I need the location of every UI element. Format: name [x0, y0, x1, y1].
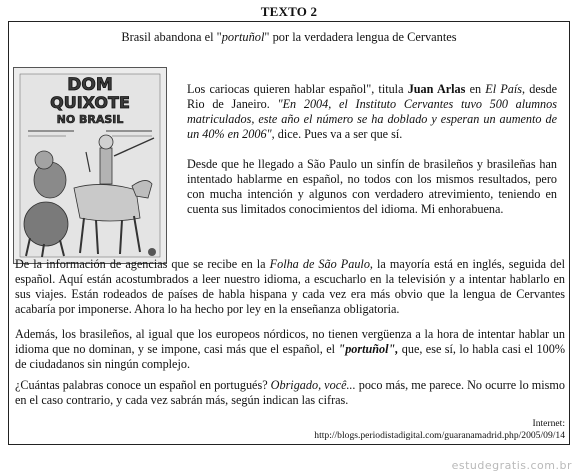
folha-name: Folha de São Paulo: [269, 257, 370, 271]
source-citation: [314, 418, 565, 442]
p3-text-b: , la mayoría está en inglés, seguida del español. Aquí están acostumbrados a leer nuestro idioma, a escucharlo en la televisión y a intentar hablarlo en sus viajes. Están rodeados de países de habla hispana y cada vez era más obvio que la lengua de Cervantes acabaría por imponerse. Ahora lo ha hecho por ley en la enseñanza obligatoria.: [15, 257, 565, 316]
article-frame: [8, 21, 570, 445]
p1-text-d: , dice. Pues va a ser que sí.: [271, 127, 403, 141]
article-headline: [9, 30, 569, 45]
p5-text-b: poco más, me parece. No ocurre lo mismo en el caso contrario, y cada vez sabrán más, según indican las cifras.: [15, 378, 565, 407]
p1-text-c: , desde Rio de Janeiro.: [187, 82, 557, 111]
portunol-term: "portuñol",: [338, 342, 399, 356]
book-cover-image: [13, 67, 167, 264]
p5-text-a: ¿Cuántas palabras conoce un español en portugués?: [15, 378, 271, 392]
p2-text: Desde que he llegado a São Paulo un sinfín de brasileños y brasileñas han intentado hablarme en español, no todos con los mismos resultados, pero con mucha intención y algunos con verdadero atrevimiento, teniendo en cuenta sus limitados conocimientos del idioma. Mi enhorabuena.: [187, 157, 557, 216]
headline-text-start: Brasil abandona el ": [121, 30, 222, 44]
portuguese-phrase: Obrigado, você...: [270, 378, 356, 392]
paragraph-closing: [15, 378, 565, 408]
book-cover-illustration: [14, 68, 166, 263]
page-title: TEXTO 2: [260, 4, 318, 19]
headline-italic-word: portuñol: [221, 30, 265, 44]
newspaper-name: El País: [485, 82, 522, 96]
source-url: http://blogs.periodistadigital.com/guaranamadrid.php/2005/09/14: [314, 430, 565, 441]
author-name: Juan Arlas: [407, 82, 466, 96]
p3-text-a: De la información de agencias que se recibe en la: [15, 257, 270, 271]
source-label: Internet:: [532, 418, 565, 429]
cover-title-line3: NO BRASIL: [56, 113, 124, 126]
cover-title-line2: QUIXOTE: [50, 93, 130, 112]
quote-text: "En 2004, el Instituto Cervantes tuvo 500 alumnos matriculados, este año el número se ha doblado y esperan un aumento de un 40% en 2006": [187, 97, 557, 141]
headline-text-end: " por la verdadera lengua de Cervantes: [264, 30, 457, 44]
p1-text-a: Los cariocas quieren hablar español", titula: [187, 82, 408, 96]
paragraph-sao-paulo: [187, 157, 557, 217]
watermark: estudegratis.com.br: [451, 459, 572, 472]
p4-text-b: que, ese sí, lo habla casi el 100% de ciudadanos sin ningún complejo.: [15, 342, 565, 371]
paragraph-portunol: [15, 327, 565, 372]
paragraph-intro: [187, 82, 557, 142]
cover-title-line1: DOM: [67, 75, 113, 95]
p1-text-b: en: [465, 82, 486, 96]
p4-text-a: Además, los brasileños, al igual que los europeos nórdicos, no tienen vergüenza a la hora de intentar hablar un idioma que no dominan, y se impone, casi más que el español, el: [15, 327, 565, 356]
paragraph-agencies: [15, 257, 565, 317]
